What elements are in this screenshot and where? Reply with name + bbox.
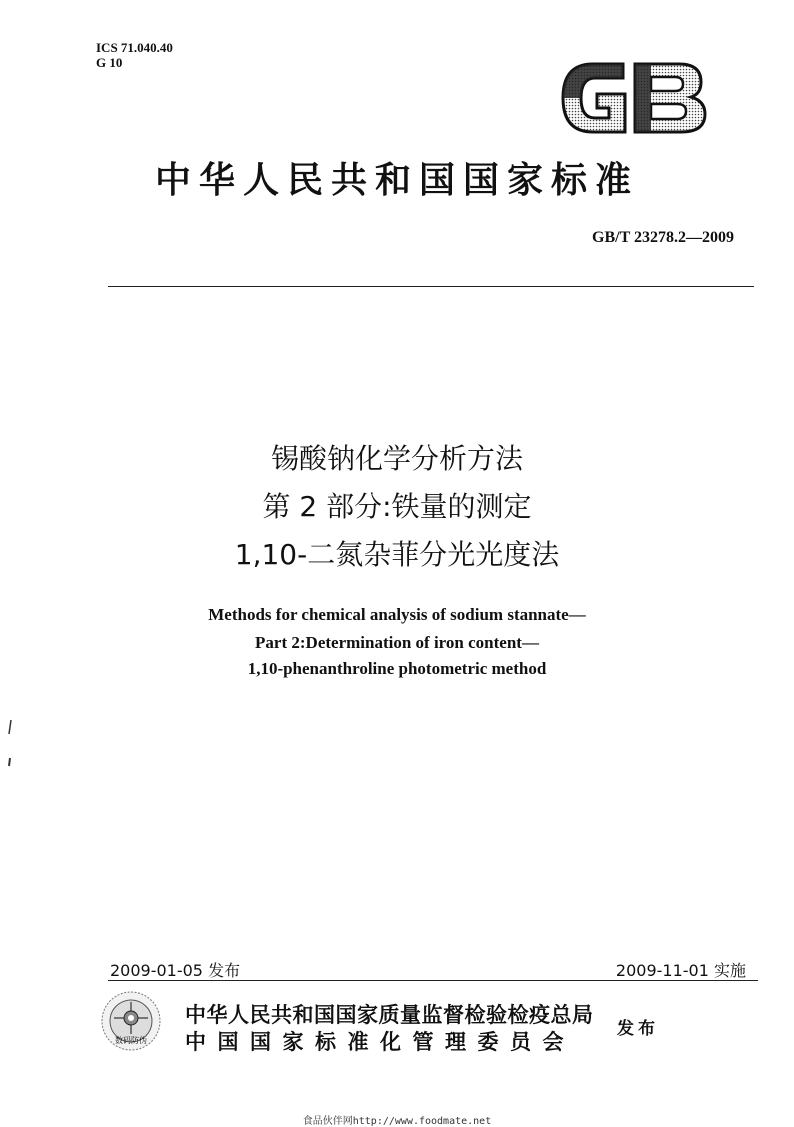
title-cn-line3: 1,10-二氮杂菲分光光度法 [234, 538, 560, 571]
header-divider [108, 286, 754, 287]
ics-code: ICS 71.040.40 [96, 40, 173, 55]
footer-watermark: 食品伙伴网http://www.foodmate.net [302, 1116, 492, 1127]
issuer-sac: 中国国家标准化管理委员会 [185, 1029, 575, 1054]
title-en-line3: 1,10-phenanthroline photometric method [247, 659, 547, 678]
implementation-date: 2009-11-01 实施 [615, 961, 746, 980]
issue-date: 2009-01-05 发布 [110, 961, 241, 980]
scan-specks [4, 700, 16, 780]
title-cn-line2: 第 2 部分:铁量的测定 [262, 490, 532, 523]
title-en-line2: Part 2:Determination of iron content— [255, 633, 539, 652]
seal-text: 数码防伪 [115, 1036, 147, 1045]
publish-label: 发布 [617, 1019, 659, 1039]
footer-divider [108, 980, 758, 981]
ccs-code: G 10 [96, 55, 123, 70]
national-standard-title: 中华人民共和国国家标准 [154, 159, 639, 201]
issuer-aqsiq: 中华人民共和国国家质量监督检验检疫总局 [185, 1002, 594, 1027]
standard-number: GB/T 23278.2—2009 [592, 229, 734, 246]
anti-counterfeit-seal [100, 990, 162, 1052]
title-cn-line1: 锡酸钠化学分析方法 [270, 442, 523, 475]
seal-emblem-icon [100, 990, 162, 1052]
gb-logo [553, 50, 713, 146]
title-en-line1: Methods for chemical analysis of sodium stannate— [208, 605, 586, 624]
classification-codes [96, 40, 173, 70]
